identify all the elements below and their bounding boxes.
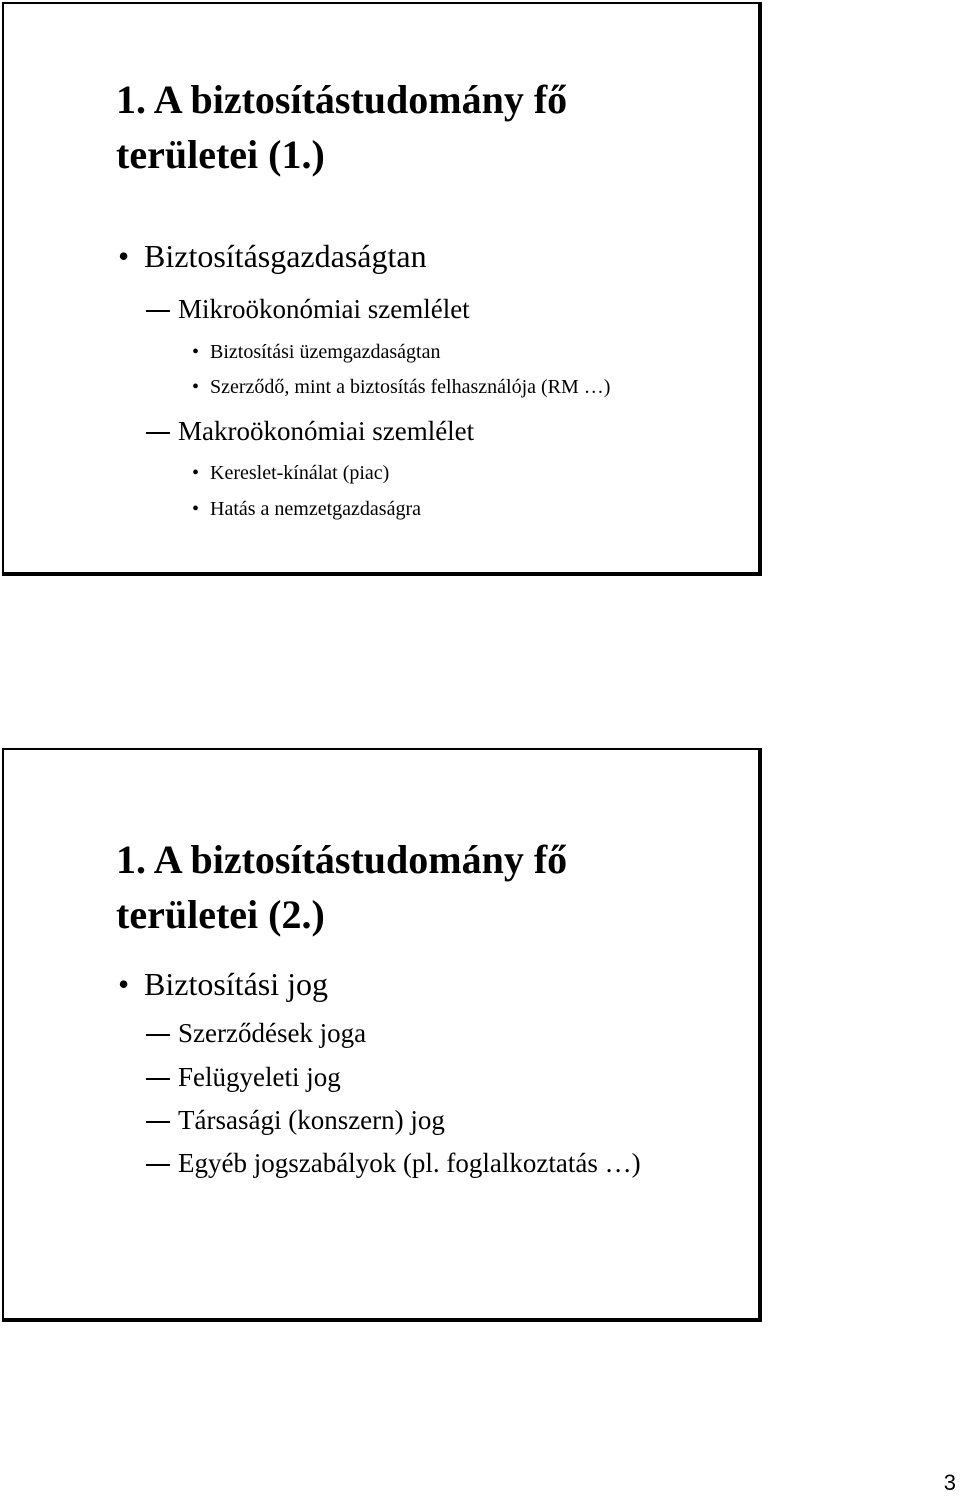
dash-item	[178, 1105, 445, 1136]
bullet-text: Biztosítási jog	[144, 966, 328, 1002]
dash-icon	[146, 1034, 170, 1036]
sub-bullet-text: Szerződő, mint a biztosítás felhasználója (RM …)	[210, 376, 611, 398]
bullet-icon: •	[192, 376, 200, 398]
sub-bullet-item	[192, 341, 441, 364]
slide-title-line-2: területei (1.)	[116, 132, 325, 177]
sub-bullet-item	[192, 498, 421, 521]
dash-icon	[146, 310, 170, 312]
slide-title-line-1: 1. A biztosítástudomány fő	[116, 77, 568, 122]
sub-bullet-item	[192, 462, 390, 485]
slide-title-line-1: 1. A biztosítástudomány fő	[116, 837, 568, 882]
dash-item	[178, 294, 470, 325]
sub-bullet-text: Hatás a nemzetgazdaságra	[210, 498, 421, 520]
bullet-icon: •	[118, 966, 130, 1002]
sub-bullet-text: Biztosítási üzemgazdaságtan	[210, 341, 441, 363]
dash-text: Makroökonómiai szemlélet	[178, 416, 475, 446]
dash-item	[178, 1148, 641, 1179]
slide-1	[2, 2, 762, 576]
slide-title	[116, 832, 567, 942]
dash-icon	[146, 432, 170, 434]
bullet-item	[118, 966, 328, 1003]
dash-item	[178, 416, 474, 447]
bullet-text: Biztosításgazdaságtan	[144, 238, 427, 274]
dash-text: Szerződések joga	[178, 1018, 367, 1048]
slide-title	[116, 72, 567, 182]
sub-bullet-item	[192, 376, 611, 399]
page-number: 3	[943, 1470, 956, 1495]
dash-text: Társasági (konszern) jog	[178, 1105, 445, 1135]
bullet-icon: •	[118, 238, 130, 274]
dash-icon	[146, 1164, 170, 1166]
dash-text: Felügyeleti jog	[178, 1062, 341, 1092]
slide-2	[2, 748, 762, 1322]
sub-bullet-text: Kereslet-kínálat (piac)	[210, 462, 390, 484]
dash-item	[178, 1062, 341, 1093]
bullet-icon: •	[192, 462, 200, 484]
bullet-item	[118, 238, 427, 275]
dash-icon	[146, 1078, 170, 1080]
dash-text: Egyéb jogszabályok (pl. foglalkoztatás …)	[178, 1148, 641, 1178]
dash-item	[178, 1018, 366, 1049]
dash-text: Mikroökonómiai szemlélet	[178, 294, 470, 324]
slide-title-line-2: területei (2.)	[116, 892, 325, 937]
bullet-icon: •	[192, 498, 200, 520]
bullet-icon: •	[192, 341, 200, 363]
dash-icon	[146, 1121, 170, 1123]
